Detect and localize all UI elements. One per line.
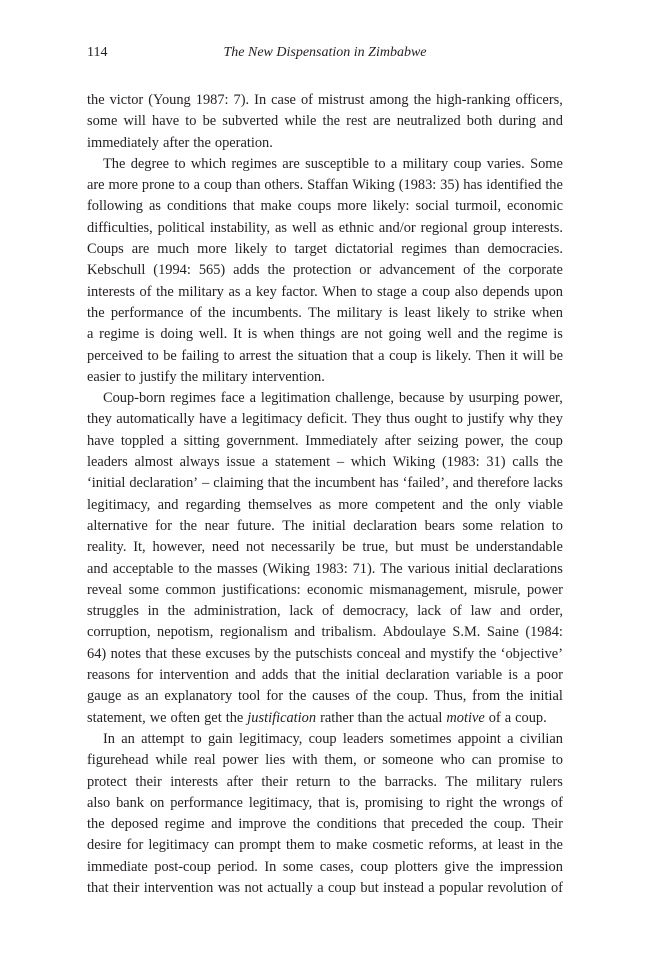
body-text — [87, 90, 563, 899]
paragraph — [87, 90, 563, 154]
text-line: leaders almost always issue a statement – which Wiking (1983: 31) calls the — [87, 454, 563, 471]
text-line: 64) notes that these excuses by the putschists conceal and mystify the ‘objective’ — [87, 645, 563, 662]
text-line: are more prone to a coup than others. Staffan Wiking (1983: 35) has identified the — [87, 177, 563, 194]
paragraph — [87, 388, 563, 729]
running-head — [87, 43, 563, 63]
text-line: legitimacy, and regarding themselves as more competent and the only viable — [87, 496, 563, 513]
text-line: alternative for the near future. The initial declaration bears some relation to — [87, 517, 563, 534]
text-line: some will have to be subverted while the rest are neutralized both during and — [87, 113, 563, 130]
text-line: Kebschull (1994: 565) adds the protection or advancement of the corporate — [87, 262, 563, 279]
paragraph — [87, 154, 563, 388]
text-line: immediate post-coup period. In some cases, coup plotters give the impression — [87, 858, 563, 875]
text-line: immediately after the operation. — [87, 134, 273, 151]
text-line: perceived to be failing to arrest the situation that a coup is likely. Then it will be — [87, 347, 563, 364]
text-line: and acceptable to the masses (Wiking 1983: 71). The various initial declarations — [87, 560, 563, 577]
text-line: the deposed regime and improve the conditions that preceded the coup. Their — [87, 816, 563, 833]
text-line: statement, we often get the justification rather than the actual motive of a coup. — [87, 709, 547, 726]
paragraph — [87, 729, 563, 899]
text-line: protect their interests after their return to the barracks. The military rulers — [87, 773, 563, 790]
text-line: interests of the military as a key factor. When to stage a coup also depends upon — [87, 283, 563, 300]
text-line: that their intervention was not actually a coup but instead a popular revolution of — [87, 879, 563, 896]
text-line: they automatically have a legitimacy deficit. They thus ought to justify why they — [87, 411, 563, 428]
text-line: difficulties, political instability, as well as ethnic and/or regional group interests. — [87, 219, 563, 236]
text-line: figurehead while real power lies with them, or someone who can promise to — [87, 752, 563, 769]
text-line: gauge as an explanatory tool for the causes of the coup. Thus, from the initial — [87, 688, 563, 705]
text-line: following as conditions that make coups more likely: social turmoil, economic — [87, 198, 563, 215]
text-line: In an attempt to gain legitimacy, coup leaders sometimes appoint a civilian — [103, 730, 563, 747]
text-line: Coup-born regimes face a legitimation challenge, because by usurping power, — [103, 390, 563, 407]
text-line: easier to justify the military intervention. — [87, 368, 325, 385]
text-line: reality. It, however, need not necessarily be true, but must be understandable — [87, 539, 563, 556]
page-number: 114 — [87, 45, 108, 60]
text-line: reasons for intervention and adds that the initial declaration variable is a poor — [87, 667, 563, 684]
text-line: Coups are much more likely to target dictatorial regimes than democracies. — [87, 241, 563, 258]
text-line: The degree to which regimes are susceptible to a military coup varies. Some — [103, 155, 563, 172]
text-line: a regime is doing well. It is when things are not going well and the regime is — [87, 326, 563, 343]
text-line: have toppled a sitting government. Immediately after seizing power, the coup — [87, 432, 563, 449]
text-line: struggles in the administration, lack of democracy, lack of law and order, — [87, 603, 563, 620]
text-line: also bank on performance legitimacy, that is, promising to right the wrongs of — [87, 794, 563, 811]
running-title: The New Dispensation in Zimbabwe — [223, 45, 427, 60]
text-line: corruption, nepotism, regionalism and tribalism. Abdoulaye S.M. Saine (1984: — [87, 624, 563, 641]
text-line: desire for legitimacy can prompt them to make cosmetic reforms, at least in the — [87, 837, 563, 854]
text-line: the performance of the incumbents. The military is least likely to strike when — [87, 304, 563, 321]
text-line: reveal some common justifications: economic mismanagement, misrule, power — [87, 581, 563, 598]
text-line: ‘initial declaration’ – claiming that the incumbent has ‘failed’, and therefore lacks — [87, 475, 563, 492]
text-line: the victor (Young 1987: 7). In case of mistrust among the high-ranking officers, — [87, 92, 563, 108]
